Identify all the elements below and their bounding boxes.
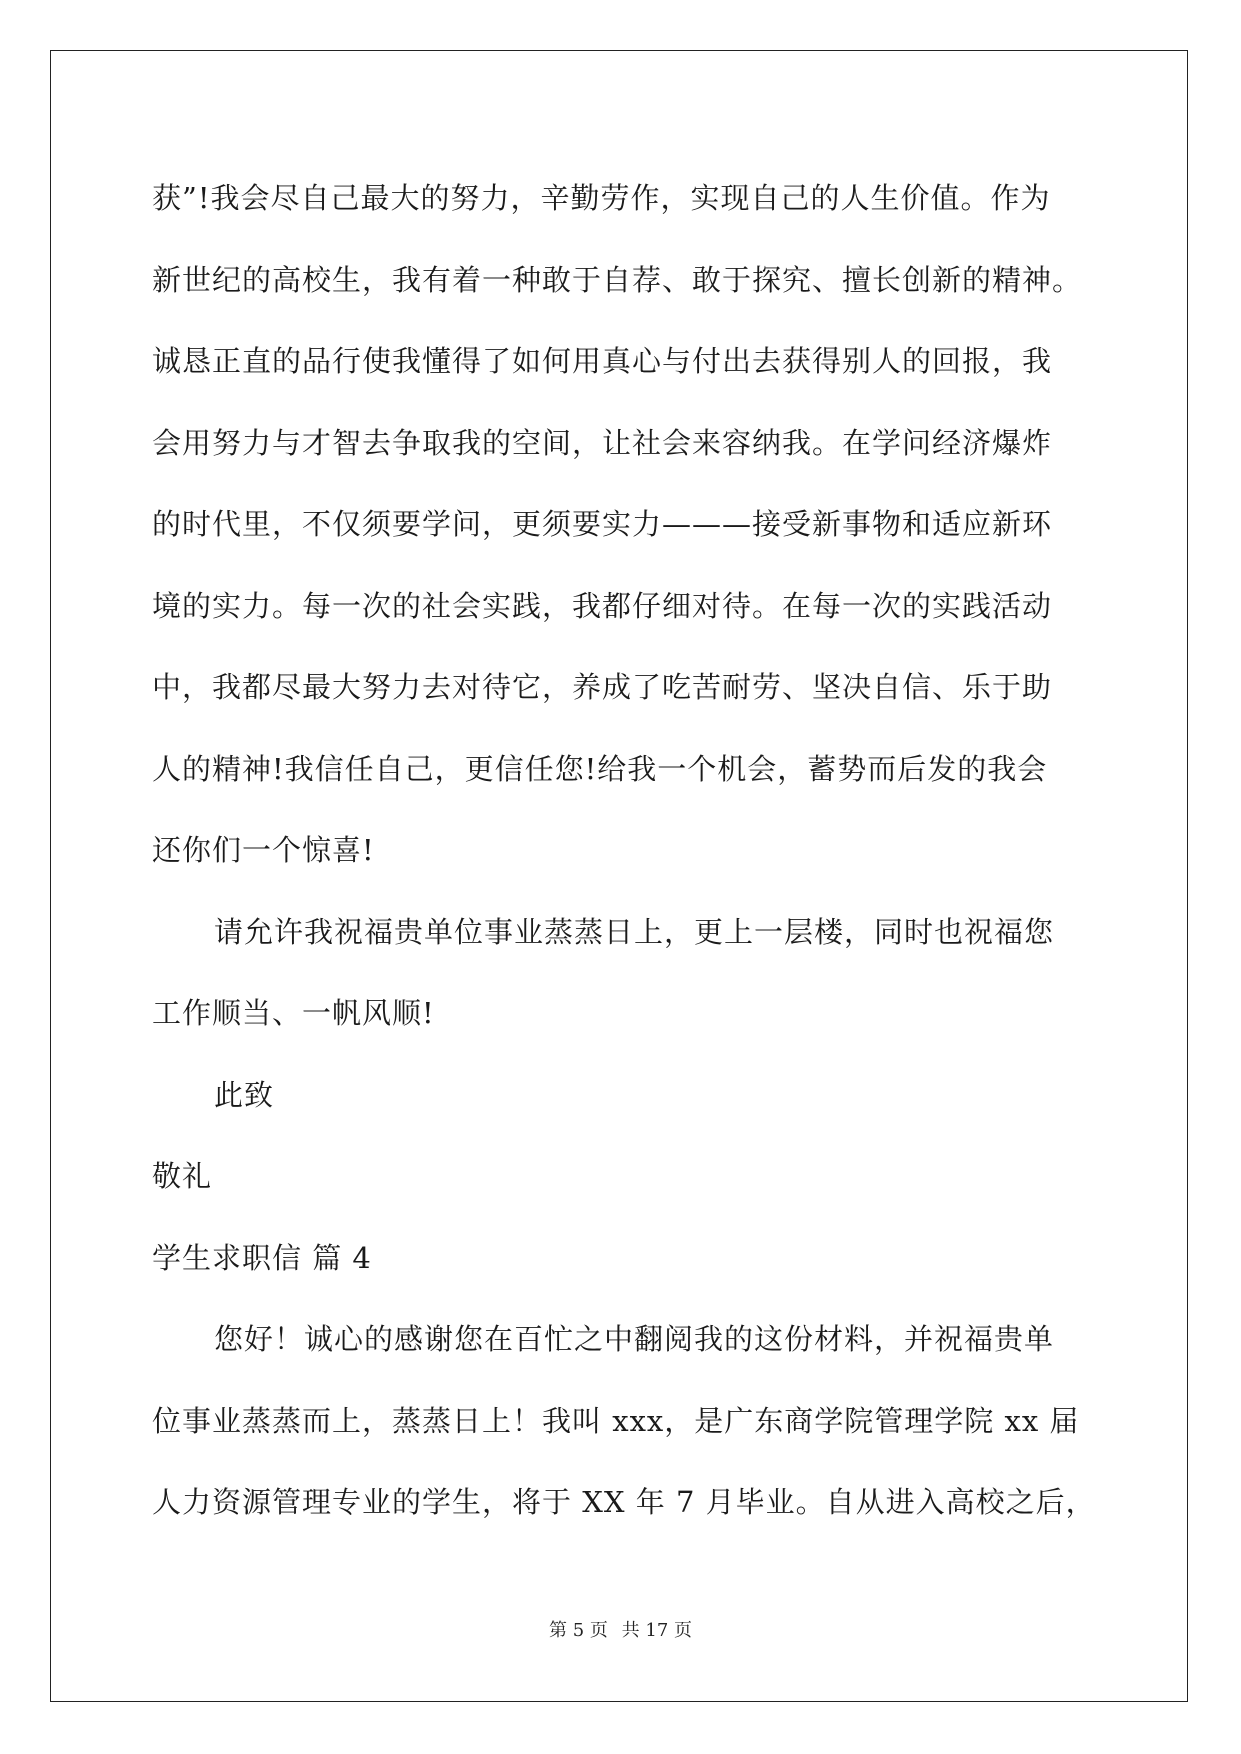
- text-line: 会用努力与才智去争取我的空间，让社会来容纳我。在学问经济爆炸: [152, 425, 1053, 460]
- text-line: 获”!我会尽自己最大的努力，辛勤劳作，实现自己的人生价值。作为: [152, 181, 1051, 215]
- page-number: 第 5 页: [549, 1620, 608, 1641]
- page-footer: [0, 1616, 1241, 1642]
- text-line: 您好！诚心的感谢您在百忙之中翻阅我的这份材料，并祝福贵单: [214, 1322, 1055, 1356]
- text-line: 位事业蒸蒸而上，蒸蒸日上！我叫 xxx，是广东商学院管理学院 xx 届: [152, 1403, 1080, 1438]
- text-line: 新世纪的高校生，我有着一种敢于自荐、敢于探究、擅长创新的精神。: [152, 262, 1083, 297]
- text-line: 工作顺当、一帆风顺!: [152, 996, 435, 1030]
- text-line: 人的精神!我信任自己，更信任您!给我一个机会，蓄势而后发的我会: [152, 751, 1048, 786]
- text-line: 中，我都尽最大努力去对待它，养成了吃苦耐劳、坚决自信、乐于助: [152, 670, 1053, 704]
- text-line: 人力资源管理专业的学生，将于 XX 年 7 月毕业。自从进入高校之后，: [152, 1485, 1096, 1519]
- text-line: 还你们一个惊喜!: [152, 833, 375, 867]
- section-heading: 学生求职信 篇 4: [152, 1240, 372, 1275]
- text-line: 境的实力。每一次的社会实践，我都仔细对待。在每一次的实践活动: [152, 588, 1053, 623]
- salutation-closing: 此致: [214, 1077, 275, 1112]
- text-line: 诚恳正直的品行使我懂得了如何用真心与付出去获得别人的回报，我: [152, 344, 1053, 378]
- text-line: 的时代里，不仅须要学问，更须要实力———接受新事物和适应新环: [152, 507, 1053, 541]
- salutation-regards: 敬礼: [152, 1159, 213, 1193]
- total-pages: 共 17 页: [621, 1620, 692, 1641]
- text-line: 请允许我祝福贵单位事业蒸蒸日上，更上一层楼，同时也祝福您: [214, 914, 1055, 949]
- document-body: [152, 158, 1112, 1544]
